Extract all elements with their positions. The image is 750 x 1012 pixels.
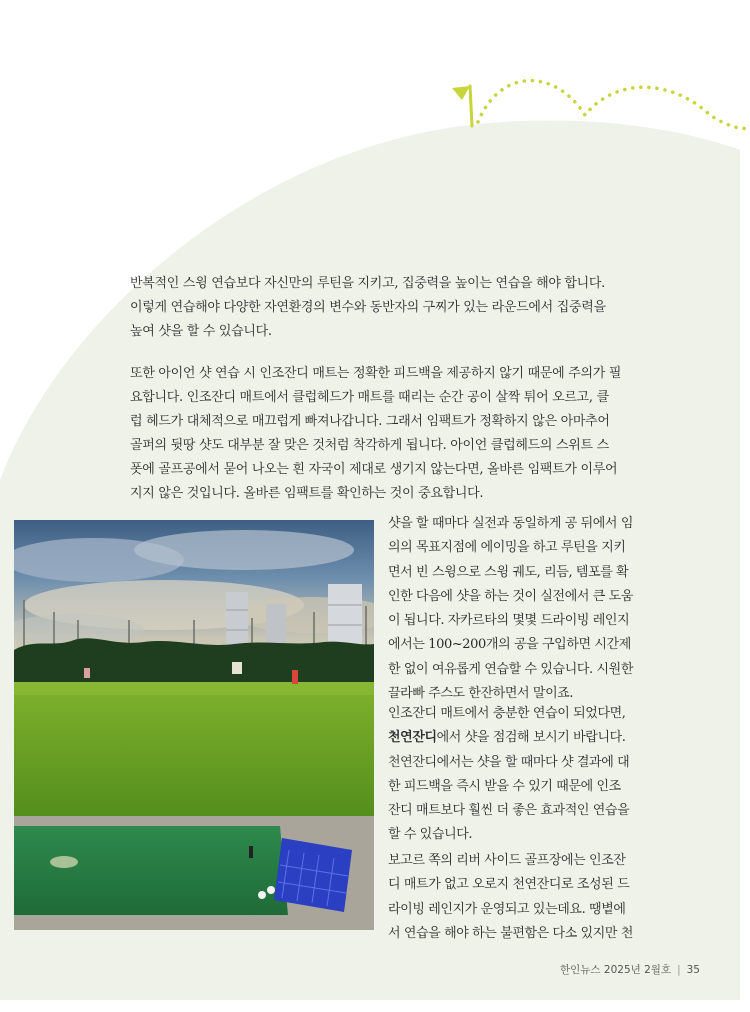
footer-divider: | bbox=[677, 964, 681, 976]
publication-name: 한인뉴스 2025년 2월호 bbox=[560, 964, 672, 976]
driving-range-photo bbox=[14, 520, 374, 930]
paragraph-artificial-turf: 또한 아이언 샷 연습 시 인조잔디 매트는 정확한 피드백을 제공하지 않기 때문에 주의가 필 요합니다. 인조잔디 매트에서 클럽헤드가 매트를 때리는 순간 공이 살짝 튀어 오르고, 클 럽 헤드가 대체적으로 매끄럽게 빠져나갑니다. 그래서 임팩트가 정확하지 않은 아마추어 골퍼의 뒷땅 샷도 대부분 잘 맞은 것처럼 착각하게 됩니다. 아이언 클럽헤드의 스위트 스 폿에 골프공에서 묻어 나오는 흰 자국이 제대로 생기지 않는다면, 올바른 임팩트가 이루어 지지 않은 것입니다. 올바른 임팩트를 확인하는 것이 중요합니다. bbox=[130, 366, 622, 501]
golf-flag-icon bbox=[452, 86, 472, 126]
column-2-line-1: 인조잔디 매트에서 충분한 연습이 되었다면, bbox=[388, 706, 626, 721]
page-footer bbox=[560, 962, 700, 977]
column-paragraph-bogor-range: 보고르 쪽의 리버 사이드 골프장에는 인조잔 디 매트가 없고 오로지 천연잔디로 조성된 드 라이빙 레인지가 운영되고 있는데요. 땡볕에 서 연습을 해야 하는 불편함은 다소 있지만 천 bbox=[388, 853, 633, 941]
column-paragraph-aiming-routine: 샷을 할 때마다 실전과 동일하게 공 뒤에서 임 의의 목표지점에 에이밍을 하고 루틴을 지키 면서 빈 스윙으로 스윙 궤도, 리듬, 템포를 확 인한 다음에 샷을 하는 것이 실전에서 큰 도움 이 됩니다. 자카르타의 몇몇 드라이빙 레인지 에서는 100~200개의 공을 구입하면 시간제 한 없이 여유롭게 연습할 수 있습니다. 시원한 끌라빠 주스도 한잔하면서 말이죠. bbox=[388, 516, 633, 702]
dotted-ball-path bbox=[478, 81, 748, 129]
paragraph-routine: 반복적인 스윙 연습보다 자신만의 루틴을 지키고, 집중력을 높이는 연습을 해야 합니다. 이렇게 연습해야 다양한 자연환경의 변수와 동반자의 구찌가 있는 라운드에서 집중력을 높여 샷을 할 수 있습니다. bbox=[130, 276, 606, 339]
column-paragraph-natural-grass bbox=[388, 702, 674, 848]
column-2-emphasis: 천연잔디 bbox=[388, 730, 437, 746]
column-2-rest: 에서 샷을 점검해 보시기 바랍니다. 천연잔디에서는 샷을 할 때마다 샷 결과에 대 한 피드백을 즉시 받을 수 있기 때문에 인조 잔디 매트보다 훨씬 더 좋은 효과적인 연습을 할 수 있습니다. bbox=[388, 730, 630, 843]
golf-flag-decoration bbox=[440, 70, 750, 140]
page-number: 35 bbox=[686, 964, 700, 976]
